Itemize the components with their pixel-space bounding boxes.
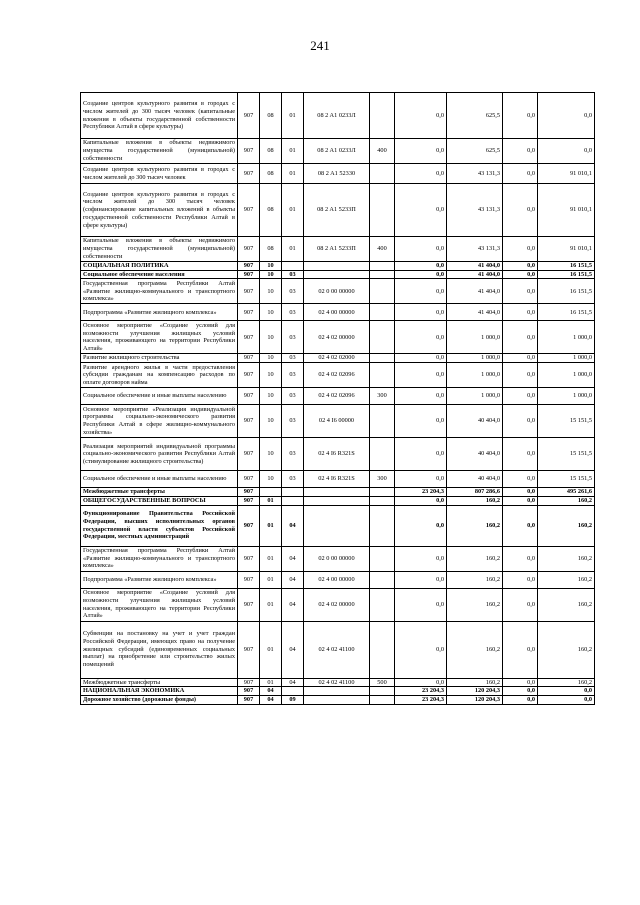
amount-col-4: 160,2: [538, 588, 595, 621]
target-article-code: 08 2 A1 5233П: [304, 184, 370, 237]
expense-type-code: [370, 321, 395, 354]
section-code: 10: [260, 270, 282, 279]
expense-type-code: [370, 571, 395, 588]
row-name: Государственная программа Республики Алтай «Развитие жилищно-коммунального и транспортного комплекса»: [81, 279, 238, 304]
amount-col-4: 15 151,5: [538, 405, 595, 438]
table-row: [81, 262, 595, 271]
amount-col-2: 43 131,3: [447, 164, 503, 184]
table-row: [81, 687, 595, 696]
row-name: Межбюджетные трансферты: [81, 488, 238, 497]
amount-col-3: 0,0: [503, 588, 538, 621]
section-code: 10: [260, 321, 282, 354]
expense-type-code: [370, 279, 395, 304]
amount-col-1: 0,0: [395, 571, 447, 588]
subsection-code: 03: [282, 321, 304, 354]
subsection-code: [282, 496, 304, 505]
row-name: Субвенции на постановку на учет и учет граждан Российской Федерации, имеющих право на получение жилищных субсидий (единовременных социальных выплат) на приобретение или строительство жилых помещений: [81, 621, 238, 678]
row-name: Основное мероприятие «Создание условий для возможности улучшения жилищных условий населения, проживающего на территории Республики Алтай»: [81, 321, 238, 354]
table-row: [81, 588, 595, 621]
amount-col-4: 0,0: [538, 695, 595, 704]
ministry-code: 907: [238, 388, 260, 405]
target-article-code: 02 4 02 02096: [304, 363, 370, 388]
ministry-code: 907: [238, 438, 260, 471]
amount-col-3: 0,0: [503, 354, 538, 363]
amount-col-2: 43 131,3: [447, 237, 503, 262]
table-row: [81, 279, 595, 304]
amount-col-1: 0,0: [395, 588, 447, 621]
expense-type-code: [370, 588, 395, 621]
amount-col-4: 160,2: [538, 621, 595, 678]
target-article-code: 08 2 A1 0233Л: [304, 93, 370, 139]
amount-col-1: 0,0: [395, 279, 447, 304]
section-code: 01: [260, 505, 282, 546]
target-article-code: 02 4 00 00000: [304, 304, 370, 321]
target-article-code: 02 4 I6 00000: [304, 405, 370, 438]
ministry-code: 907: [238, 304, 260, 321]
amount-col-1: 0,0: [395, 621, 447, 678]
amount-col-2: 43 131,3: [447, 184, 503, 237]
subsection-code: 04: [282, 571, 304, 588]
amount-col-4: 1 000,0: [538, 363, 595, 388]
expense-type-code: [370, 164, 395, 184]
amount-col-2: 625,5: [447, 93, 503, 139]
amount-col-2: 41 404,0: [447, 270, 503, 279]
ministry-code: 907: [238, 164, 260, 184]
table-row: [81, 184, 595, 237]
subsection-code: 01: [282, 164, 304, 184]
section-code: 01: [260, 496, 282, 505]
section-code: 10: [260, 388, 282, 405]
amount-col-3: 0,0: [503, 488, 538, 497]
row-name: Социальное обеспечение и иные выплаты населению: [81, 388, 238, 405]
row-name: Создание центров культурного развития в городах с числом жителей до 300 тысяч человек (капитальные вложения в объекты государственной собственности Республики Алтай в сфере культуры): [81, 93, 238, 139]
amount-col-3: 0,0: [503, 405, 538, 438]
ministry-code: 907: [238, 496, 260, 505]
amount-col-2: 41 404,0: [447, 304, 503, 321]
section-code: 10: [260, 354, 282, 363]
ministry-code: 907: [238, 505, 260, 546]
amount-col-1: 0,0: [395, 363, 447, 388]
amount-col-1: 23 204,3: [395, 687, 447, 696]
expense-type-code: [370, 488, 395, 497]
target-article-code: 02 4 02 02096: [304, 388, 370, 405]
ministry-code: 907: [238, 270, 260, 279]
amount-col-4: 91 010,1: [538, 237, 595, 262]
subsection-code: 01: [282, 139, 304, 164]
table-row: [81, 270, 595, 279]
amount-col-1: 0,0: [395, 262, 447, 271]
subsection-code: 03: [282, 471, 304, 488]
table-row: [81, 93, 595, 139]
target-article-code: 02 4 02 41100: [304, 621, 370, 678]
target-article-code: [304, 270, 370, 279]
amount-col-4: 0,0: [538, 139, 595, 164]
expense-type-code: [370, 546, 395, 571]
section-code: 01: [260, 571, 282, 588]
ministry-code: 907: [238, 237, 260, 262]
row-name: Функционирование Правительства Российской Федерации, высших исполнительных органов государственной власти субъектов Российской Федерации, местных администраций: [81, 505, 238, 546]
subsection-code: 01: [282, 184, 304, 237]
amount-col-3: 0,0: [503, 363, 538, 388]
amount-col-2: 160,2: [447, 678, 503, 687]
ministry-code: 907: [238, 321, 260, 354]
amount-col-4: 16 151,5: [538, 279, 595, 304]
expense-type-code: [370, 270, 395, 279]
amount-col-1: 0,0: [395, 93, 447, 139]
ministry-code: 907: [238, 571, 260, 588]
table-row: [81, 678, 595, 687]
amount-col-4: 16 151,5: [538, 270, 595, 279]
expense-type-code: [370, 438, 395, 471]
subsection-code: 03: [282, 363, 304, 388]
amount-col-3: 0,0: [503, 687, 538, 696]
expense-type-code: [370, 354, 395, 363]
ministry-code: 907: [238, 262, 260, 271]
amount-col-4: 91 010,1: [538, 184, 595, 237]
ministry-code: 907: [238, 678, 260, 687]
table-row: [81, 237, 595, 262]
table-row: [81, 571, 595, 588]
subsection-code: 04: [282, 546, 304, 571]
amount-col-3: 0,0: [503, 139, 538, 164]
expense-type-code: [370, 687, 395, 696]
ministry-code: 907: [238, 695, 260, 704]
amount-col-1: 0,0: [395, 405, 447, 438]
amount-col-2: 625,5: [447, 139, 503, 164]
target-article-code: 02 0 00 00000: [304, 546, 370, 571]
row-name: Дорожное хозяйство (дорожные фонды): [81, 695, 238, 704]
amount-col-1: 0,0: [395, 164, 447, 184]
row-name: Развитие жилищного строительства: [81, 354, 238, 363]
section-code: 01: [260, 678, 282, 687]
amount-col-4: 16 151,5: [538, 304, 595, 321]
subsection-code: 03: [282, 354, 304, 363]
table-row: [81, 496, 595, 505]
ministry-code: 907: [238, 93, 260, 139]
amount-col-1: 23 204,3: [395, 488, 447, 497]
amount-col-2: 120 204,3: [447, 687, 503, 696]
target-article-code: [304, 496, 370, 505]
subsection-code: [282, 488, 304, 497]
target-article-code: 02 4 02 00000: [304, 588, 370, 621]
amount-col-3: 0,0: [503, 321, 538, 354]
ministry-code: 907: [238, 184, 260, 237]
amount-col-4: 16 151,5: [538, 262, 595, 271]
table-row: [81, 438, 595, 471]
amount-col-1: 0,0: [395, 438, 447, 471]
amount-col-2: 1 000,0: [447, 354, 503, 363]
table-row: [81, 405, 595, 438]
row-name: Развитие арендного жилья в части предоставления субсидии гражданам на компенсацию расходов по оплате договоров найма: [81, 363, 238, 388]
expense-type-code: 400: [370, 237, 395, 262]
section-code: 10: [260, 471, 282, 488]
amount-col-2: 160,2: [447, 621, 503, 678]
expense-type-code: 500: [370, 678, 395, 687]
table-row: [81, 621, 595, 678]
row-name: СОЦИАЛЬНАЯ ПОЛИТИКА: [81, 262, 238, 271]
amount-col-2: 807 286,6: [447, 488, 503, 497]
table-row: [81, 388, 595, 405]
amount-col-4: 15 151,5: [538, 471, 595, 488]
expense-type-code: 400: [370, 139, 395, 164]
amount-col-3: 0,0: [503, 678, 538, 687]
target-article-code: 08 2 A1 52330: [304, 164, 370, 184]
target-article-code: [304, 505, 370, 546]
section-code: 10: [260, 279, 282, 304]
row-name: Создание центров культурного развития в городах с числом жителей до 300 тысяч человек (софинансирование капитальных вложений в объекты государственной собственности Республики Алтай в сфере культуры): [81, 184, 238, 237]
amount-col-4: 160,2: [538, 496, 595, 505]
amount-col-2: 41 404,0: [447, 279, 503, 304]
table-row: [81, 164, 595, 184]
amount-col-3: 0,0: [503, 496, 538, 505]
target-article-code: [304, 687, 370, 696]
amount-col-4: 160,2: [538, 546, 595, 571]
amount-col-4: 160,2: [538, 505, 595, 546]
subsection-code: 03: [282, 279, 304, 304]
expense-type-code: [370, 695, 395, 704]
amount-col-1: 0,0: [395, 270, 447, 279]
subsection-code: 09: [282, 695, 304, 704]
amount-col-2: 41 404,0: [447, 262, 503, 271]
section-code: 01: [260, 546, 282, 571]
target-article-code: 02 4 02 41100: [304, 678, 370, 687]
row-name: Социальное обеспечение и иные выплаты населению: [81, 471, 238, 488]
ministry-code: 907: [238, 405, 260, 438]
section-code: 08: [260, 164, 282, 184]
target-article-code: 08 2 A1 5233П: [304, 237, 370, 262]
row-name: Социальное обеспечение населения: [81, 270, 238, 279]
amount-col-1: 0,0: [395, 546, 447, 571]
amount-col-3: 0,0: [503, 571, 538, 588]
table-row: [81, 488, 595, 497]
section-code: [260, 488, 282, 497]
expense-type-code: [370, 363, 395, 388]
row-name: НАЦИОНАЛЬНАЯ ЭКОНОМИКА: [81, 687, 238, 696]
amount-col-1: 0,0: [395, 237, 447, 262]
expense-type-code: [370, 505, 395, 546]
amount-col-3: 0,0: [503, 237, 538, 262]
amount-col-4: 160,2: [538, 678, 595, 687]
amount-col-1: 0,0: [395, 496, 447, 505]
row-name: Подпрограмма «Развитие жилищного комплекса»: [81, 571, 238, 588]
amount-col-2: 160,2: [447, 505, 503, 546]
subsection-code: 04: [282, 621, 304, 678]
section-code: 08: [260, 237, 282, 262]
table-row: [81, 354, 595, 363]
subsection-code: 01: [282, 237, 304, 262]
table-row: [81, 321, 595, 354]
table-row: [81, 304, 595, 321]
section-code: 04: [260, 695, 282, 704]
section-code: 10: [260, 363, 282, 388]
expense-type-code: 300: [370, 388, 395, 405]
amount-col-4: 1 000,0: [538, 388, 595, 405]
amount-col-3: 0,0: [503, 505, 538, 546]
expense-type-code: [370, 405, 395, 438]
ministry-code: 907: [238, 279, 260, 304]
amount-col-2: 40 404,0: [447, 471, 503, 488]
amount-col-4: 1 000,0: [538, 354, 595, 363]
subsection-code: 04: [282, 505, 304, 546]
row-name: ОБЩЕГОСУДАРСТВЕННЫЕ ВОПРОСЫ: [81, 496, 238, 505]
table-row: [81, 139, 595, 164]
row-name: Капитальные вложения в объекты недвижимого имущества государственной (муниципальной) собственности: [81, 139, 238, 164]
amount-col-2: 1 000,0: [447, 321, 503, 354]
amount-col-1: 23 204,3: [395, 695, 447, 704]
budget-table: [80, 92, 595, 705]
target-article-code: [304, 695, 370, 704]
row-name: Государственная программа Республики Алтай «Развитие жилищно-коммунального и транспортного комплекса»: [81, 546, 238, 571]
amount-col-4: 0,0: [538, 687, 595, 696]
target-article-code: [304, 488, 370, 497]
amount-col-2: 40 404,0: [447, 438, 503, 471]
section-code: 04: [260, 687, 282, 696]
ministry-code: 907: [238, 139, 260, 164]
section-code: 08: [260, 93, 282, 139]
ministry-code: 907: [238, 354, 260, 363]
subsection-code: 04: [282, 588, 304, 621]
amount-col-1: 0,0: [395, 471, 447, 488]
row-name: Межбюджетные трансферты: [81, 678, 238, 687]
target-article-code: 02 4 00 00000: [304, 571, 370, 588]
section-code: 10: [260, 304, 282, 321]
amount-col-3: 0,0: [503, 279, 538, 304]
subsection-code: [282, 687, 304, 696]
section-code: 01: [260, 621, 282, 678]
target-article-code: 08 2 A1 0233Л: [304, 139, 370, 164]
table-row: [81, 695, 595, 704]
amount-col-2: 1 000,0: [447, 363, 503, 388]
subsection-code: 03: [282, 388, 304, 405]
row-name: Подпрограмма «Развитие жилищного комплекса»: [81, 304, 238, 321]
amount-col-4: 91 010,1: [538, 164, 595, 184]
amount-col-1: 0,0: [395, 184, 447, 237]
amount-col-4: 0,0: [538, 93, 595, 139]
amount-col-1: 0,0: [395, 321, 447, 354]
row-name: Основное мероприятие «Создание условий для возможности улучшения жилищных условий населения, проживающего на территории Республики Алтай»: [81, 588, 238, 621]
ministry-code: 907: [238, 363, 260, 388]
target-article-code: 02 4 I6 R321S: [304, 438, 370, 471]
expense-type-code: 300: [370, 471, 395, 488]
amount-col-4: 15 151,5: [538, 438, 595, 471]
expense-type-code: [370, 496, 395, 505]
expense-type-code: [370, 93, 395, 139]
section-code: 01: [260, 588, 282, 621]
subsection-code: 03: [282, 438, 304, 471]
expense-type-code: [370, 184, 395, 237]
amount-col-3: 0,0: [503, 262, 538, 271]
amount-col-2: 120 204,3: [447, 695, 503, 704]
amount-col-2: 1 000,0: [447, 388, 503, 405]
subsection-code: 04: [282, 678, 304, 687]
ministry-code: 907: [238, 546, 260, 571]
expense-type-code: [370, 262, 395, 271]
amount-col-2: 40 404,0: [447, 405, 503, 438]
ministry-code: 907: [238, 687, 260, 696]
ministry-code: 907: [238, 621, 260, 678]
amount-col-3: 0,0: [503, 304, 538, 321]
amount-col-1: 0,0: [395, 678, 447, 687]
ministry-code: 907: [238, 588, 260, 621]
table-row: [81, 546, 595, 571]
table-row: [81, 505, 595, 546]
row-name: Основное мероприятие «Реализация индивидуальной программы социально-экономического развития Республики Алтай в сфере жилищно-коммунального хозяйства»: [81, 405, 238, 438]
budget-table-body: [81, 93, 595, 705]
amount-col-3: 0,0: [503, 164, 538, 184]
row-name: Капитальные вложения в объекты недвижимого имущества государственной (муниципальной) собственности: [81, 237, 238, 262]
amount-col-2: 160,2: [447, 588, 503, 621]
expense-type-code: [370, 304, 395, 321]
subsection-code: 03: [282, 304, 304, 321]
amount-col-3: 0,0: [503, 621, 538, 678]
ministry-code: 907: [238, 488, 260, 497]
amount-col-3: 0,0: [503, 695, 538, 704]
subsection-code: 03: [282, 405, 304, 438]
row-name: Создание центров культурного развития в городах с числом жителей до 300 тысяч человек: [81, 164, 238, 184]
amount-col-2: 160,2: [447, 496, 503, 505]
section-code: 10: [260, 405, 282, 438]
amount-col-4: 1 000,0: [538, 321, 595, 354]
ministry-code: 907: [238, 471, 260, 488]
target-article-code: 02 4 I6 R321S: [304, 471, 370, 488]
subsection-code: [282, 262, 304, 271]
section-code: 10: [260, 262, 282, 271]
amount-col-3: 0,0: [503, 438, 538, 471]
amount-col-1: 0,0: [395, 354, 447, 363]
amount-col-3: 0,0: [503, 546, 538, 571]
section-code: 08: [260, 139, 282, 164]
target-article-code: 02 4 02 00000: [304, 321, 370, 354]
amount-col-2: 160,2: [447, 546, 503, 571]
amount-col-4: 160,2: [538, 571, 595, 588]
page-number: 241: [310, 38, 330, 53]
amount-col-1: 0,0: [395, 505, 447, 546]
amount-col-3: 0,0: [503, 388, 538, 405]
subsection-code: 01: [282, 93, 304, 139]
table-row: [81, 471, 595, 488]
amount-col-3: 0,0: [503, 471, 538, 488]
amount-col-1: 0,0: [395, 139, 447, 164]
expense-type-code: [370, 621, 395, 678]
amount-col-1: 0,0: [395, 304, 447, 321]
amount-col-3: 0,0: [503, 184, 538, 237]
amount-col-3: 0,0: [503, 270, 538, 279]
target-article-code: [304, 262, 370, 271]
amount-col-1: 0,0: [395, 388, 447, 405]
table-row: [81, 363, 595, 388]
subsection-code: 03: [282, 270, 304, 279]
amount-col-3: 0,0: [503, 93, 538, 139]
target-article-code: 02 4 02 02000: [304, 354, 370, 363]
row-name: Реализация мероприятий индивидуальной программы социально-экономического развития Республики Алтай (стимулирование жилищного строительства): [81, 438, 238, 471]
section-code: 10: [260, 438, 282, 471]
section-code: 08: [260, 184, 282, 237]
amount-col-2: 160,2: [447, 571, 503, 588]
amount-col-4: 495 261,6: [538, 488, 595, 497]
target-article-code: 02 0 00 00000: [304, 279, 370, 304]
